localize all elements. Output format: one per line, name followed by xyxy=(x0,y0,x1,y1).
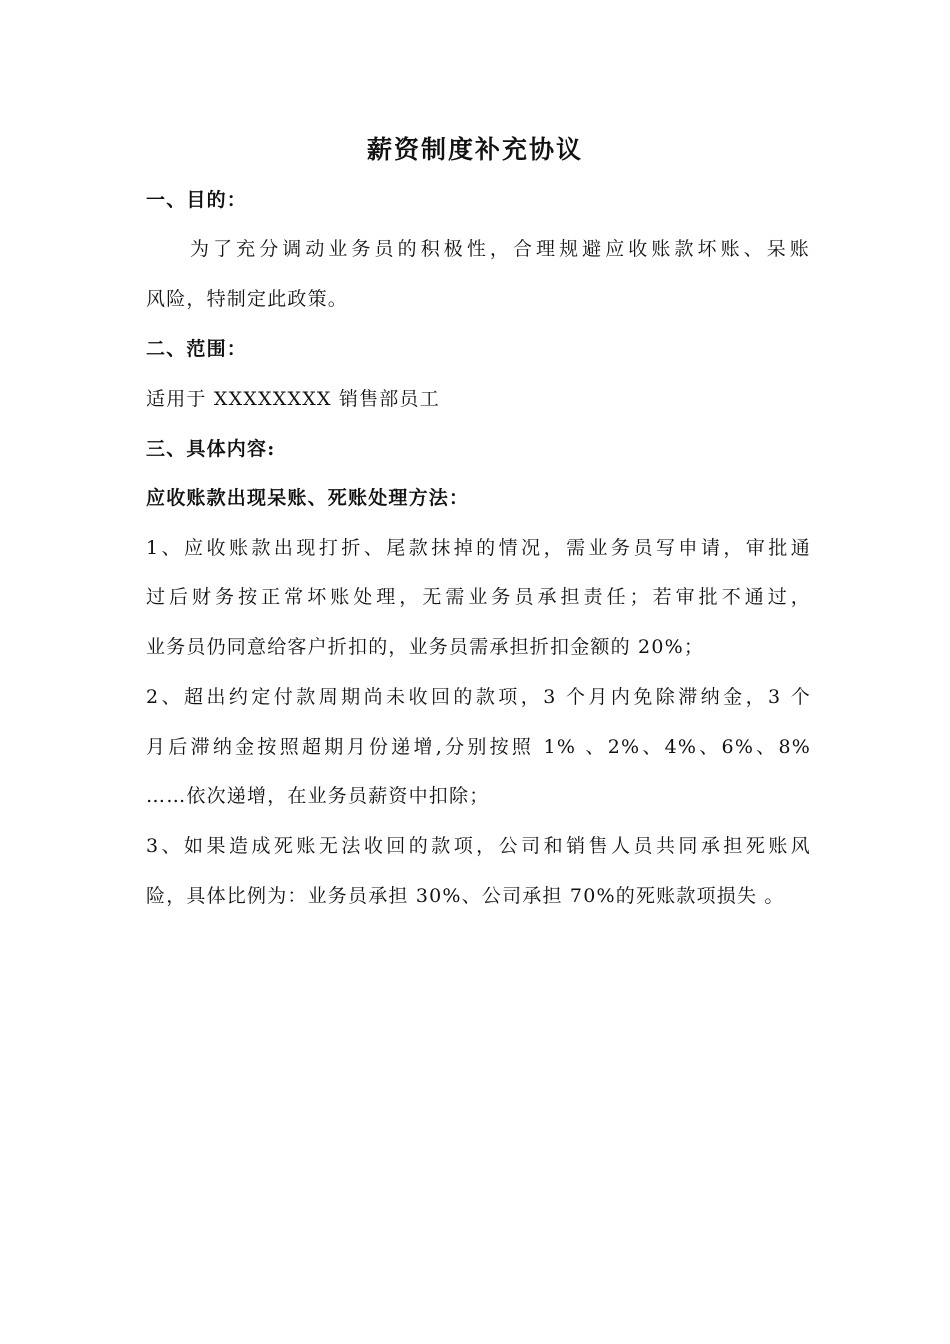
method-heading: 应收账款出现呆账、死账处理方法： xyxy=(146,487,470,509)
item-2-line-1: 2、超出约定付款周期尚未收回的款项，3 个月内免除滞纳金，3 个 xyxy=(146,686,811,708)
item-1-line-1: 1、应收账款出现打折、尾款抹掉的情况，需业务员写申请，审批通 xyxy=(146,537,811,559)
purpose-text-line-2: 风险，特制定此政策。 xyxy=(146,288,349,310)
item-2-line-3: ……依次递增，在业务员薪资中扣除； xyxy=(146,785,490,807)
item-1-line-3: 业务员仍同意给客户折扣的，业务员需承担折扣金额的 20%； xyxy=(146,636,705,658)
document-title: 薪资制度补充协议 xyxy=(366,135,583,164)
item-2-line-2: 月后滞纳金按照超期月份递增,分别按照 1% 、2%、4%、6%、8% xyxy=(146,736,811,758)
section-heading-purpose: 一、目的： xyxy=(146,189,248,211)
purpose-text-line-1: 为了充分调动业务员的积极性，合理规避应收账款坏账、呆账 xyxy=(190,238,810,260)
item-3-line-2: 险，具体比例为：业务员承担 30%、公司承担 70%的死账款项损失 。 xyxy=(146,885,785,907)
section-heading-content: 三、具体内容: xyxy=(146,438,276,460)
scope-text: 适用于 XXXXXXXX 销售部员工 xyxy=(146,388,440,410)
section-heading-scope: 二、范围： xyxy=(146,338,248,360)
item-3-line-1: 3、如果造成死账无法收回的款项，公司和销售人员共同承担死账风 xyxy=(146,835,811,857)
item-1-line-2: 过后财务按正常坏账处理，无需业务员承担责任；若审批不通过， xyxy=(146,586,811,608)
